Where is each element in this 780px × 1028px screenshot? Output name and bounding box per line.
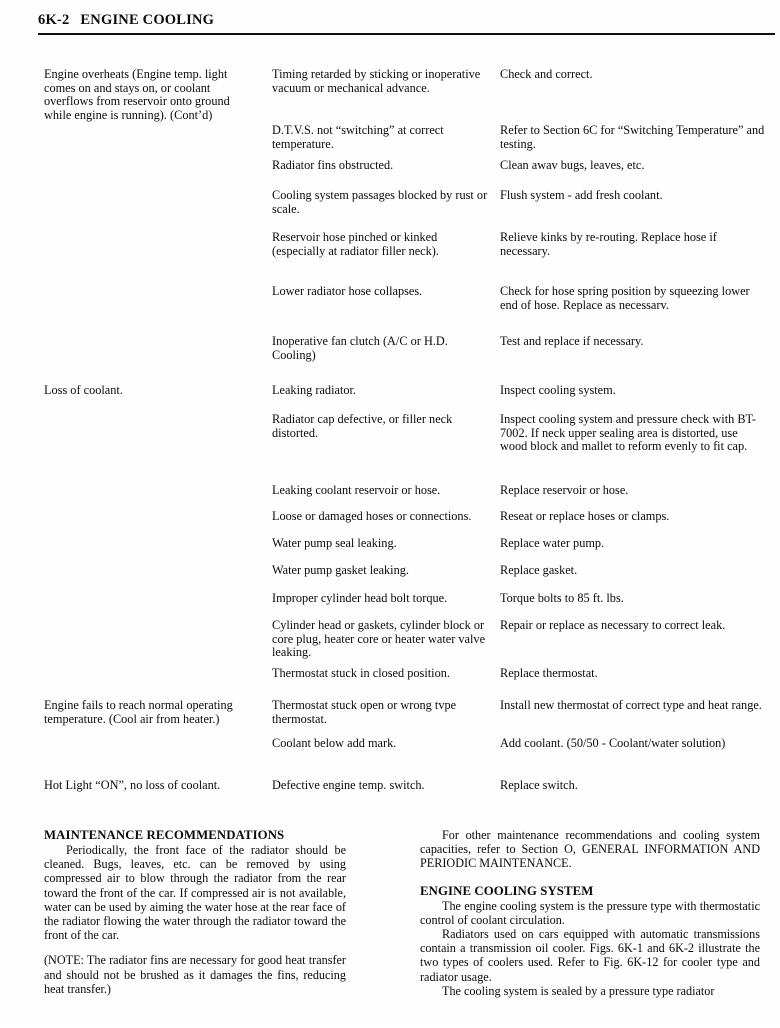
table-cell-correction: Replace reservoir or hose. [500,483,629,497]
table-cell-cause: D.T.V.S. not “switching” at correct temperature. [272,123,444,151]
table-cell-correction: Refer to Section 6C for “Switching Temperature” and testing. [500,123,765,151]
lower-body-left-column [44,828,346,996]
table-cell-correction: Flush system - add fresh coolant. [500,188,663,202]
table-cell-correction: Install new thermostat of correct type and heat range. [500,698,762,712]
table-cell-cause: Timing retarded by sticking or inoperative vacuum or mechanical advance. [272,67,481,95]
table-cell-cause: Leaking radiator. [272,383,356,397]
table-cell-condition: Loss of coolant. [44,383,123,397]
table-cell-correction: Repair or replace as necessary to correct leak. [500,618,726,632]
table-cell-correction: Inspect cooling system. [500,383,616,397]
radiator-fins-note-paragraph: (NOTE: The radiator fins are necessary for good heat transfer and should not be brushed as it damages the fins, reducing heat transfer.) [44,953,346,996]
header-rule [38,33,775,35]
page-running-head [38,12,758,29]
table-cell-cause: Improper cylinder head bolt torque. [272,591,448,605]
page-title: ENGINE COOLING [80,12,215,28]
cooling-system-paragraph-1: The engine cooling system is the pressure type with thermostatic control of coolant circulation. [420,898,760,927]
table-cell-correction: Torque bolts to 85 ft. lbs. [500,591,624,605]
diagnosis-table [0,54,780,839]
lower-body-right-column [420,828,760,998]
table-cell-cause: Cylinder head or gaskets, cylinder block or core plug, heater core or heater water valve leaking. [272,618,486,660]
table-cell-correction: Test and replace if necessary. [500,334,644,348]
table-cell-cause: Loose or damaged hoses or connections. [272,509,472,523]
cooling-system-paragraph-3: The cooling system is sealed by a pressure type radiator [442,983,715,998]
table-cell-condition: Hot Light “ON”, no loss of coolant. [44,778,221,792]
table-cell-cause: Thermostat stuck open or wrong tvpe thermostat. [272,698,457,726]
table-cell-correction: Replace thermostat. [500,666,598,680]
running-head-line [38,12,758,29]
engine-cooling-system-heading: ENGINE COOLING SYSTEM [420,883,594,898]
table-cell-correction: Check and correct. [500,67,593,81]
table-cell-cause: Defective engine temp. switch. [272,778,425,792]
table-cell-cause: Lower radiator hose collapses. [272,284,423,298]
table-cell-cause: Water pump seal leaking. [272,536,397,550]
table-cell-cause: Radiator fins obstructed. [272,158,394,172]
table-cell-correction: Clean awav bugs, leaves, etc. [500,158,645,172]
table-cell-cause: Inoperative fan clutch (A/C or H.D. Cooling) [272,334,448,362]
table-cell-cause: Leaking coolant reservoir or hose. [272,483,441,497]
table-cell-cause: Thermostat stuck in closed position. [272,666,450,680]
table-cell-correction: Replace gasket. [500,563,578,577]
cooling-system-paragraph-2: Radiators used on cars equipped with automatic transmissions contain a transmission oil cooler. Figs. 6K-1 and 6K-2 illustrate the two types of coolers used. Refer to Fig. 6K-12 for cooler type and radiator usage. [420,927,760,984]
table-cell-correction: Relieve kinks by re-routing. Replace hose if necessary. [500,230,717,258]
table-cell-correction: Reseat or replace hoses or clamps. [500,509,670,523]
table-cell-cause: Radiator cap defective, or filler neck distorted. [272,412,453,440]
table-cell-condition: Engine fails to reach normal operating temperature. (Cool air from heater.) [44,698,233,726]
table-cell-cause: Coolant below add mark. [272,736,397,750]
table-cell-correction: Add coolant. (50/50 - Coolant/water solution) [500,736,726,750]
table-cell-correction: Check for hose spring position by squeezing lower end of hose. Replace as necessarv. [500,284,750,312]
lower-body-columns [0,828,780,1028]
maintenance-recommendations-paragraph: Periodically, the front face of the radiator should be cleaned. Bugs, leaves, etc. can be removed by using compressed air to blow through the radiator from the rear toward the front of the car. If compressed air is not available, water can be used by aiming the water hose at the rear face of the radiator flowing the water through the radiator toward the front of the car. [44,843,346,943]
table-cell-cause: Reservoir hose pinched or kinked (especially at radiator filler neck). [272,230,439,258]
other-maintenance-paragraph: For other maintenance recommendations and cooling system capacities, refer to Section O, GENERAL INFORMATION AND PERIODIC MAINTENANCE. [420,828,760,871]
table-cell-correction: Inspect cooling system and pressure check with BT-7002. If neck upper sealing area is distorted, use wood block and mallet to reform evenly to fit cap. [500,412,757,454]
page-folio: 6K-2 [38,12,70,28]
maintenance-recommendations-heading: MAINTENANCE RECOMMENDATIONS [44,828,285,842]
table-cell-cause: Water pump gasket leaking. [272,563,409,577]
table-cell-cause: Cooling system passages blocked by rust or scale. [272,188,488,216]
table-cell-condition: Engine overheats (Engine temp. light comes on and stays on, or coolant overflows from reservoir onto ground while engine is running). (Cont’d) [44,67,230,122]
table-cell-correction: Replace water pump. [500,536,605,550]
table-cell-correction: Replace switch. [500,778,578,792]
